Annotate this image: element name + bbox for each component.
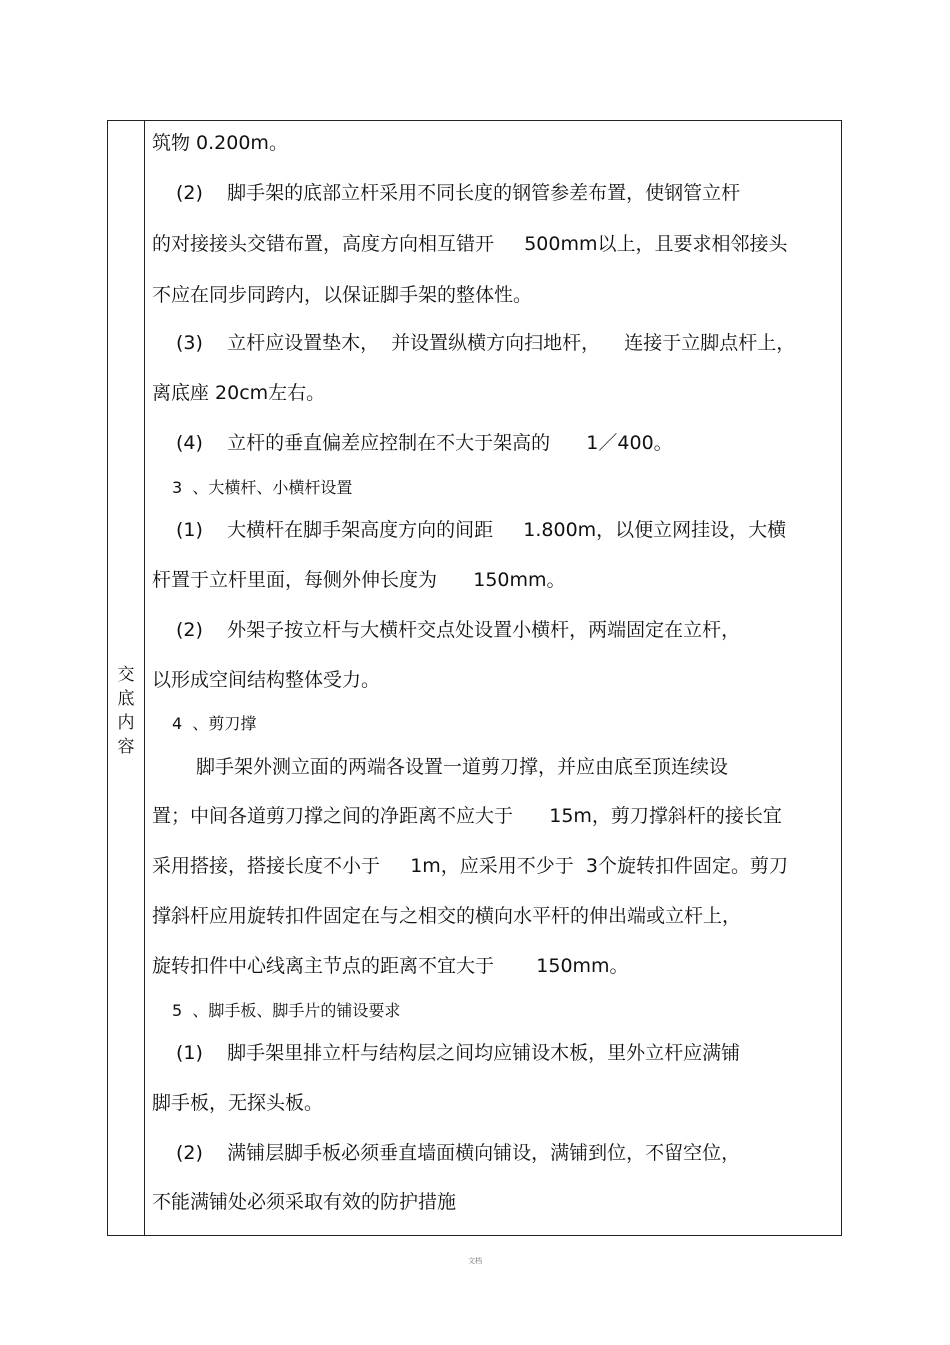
body-text-line: (4) 立杆的垂直偏差应控制在不大于架高的 1／400。: [176, 432, 673, 454]
body-text-line: 筑物 0.200m。: [152, 132, 288, 154]
column-divider: [144, 120, 145, 1236]
section-heading: 5 、脚手板、脚手片的铺设要求: [172, 1001, 401, 1020]
body-text-line: (1) 大横杆在脚手架高度方向的间距 1.800m，以便立网挂设，大横: [176, 519, 787, 541]
body-text-line: 离底座 20cm左右。: [152, 382, 326, 404]
body-text-line: 杆置于立杆里面，每侧外伸长度为 150mm。: [152, 569, 566, 591]
side-label-char: 容: [117, 737, 135, 757]
side-label-disclosure-content: [108, 663, 144, 759]
side-label-char: 底: [117, 689, 135, 709]
side-label-char: 交: [117, 665, 135, 685]
side-label-char: 内: [117, 713, 135, 733]
body-text-line: 不能满铺处必须采取有效的防护措施: [152, 1191, 457, 1213]
body-text-line: 旋转扣件中心线离主节点的距离不宜大于 150mm。: [152, 955, 629, 977]
body-text-line: 脚手板，无探头板。: [152, 1092, 324, 1114]
body-text-line: 置；中间各道剪刀撑之间的净距离不应大于 15m，剪刀撑斜杆的接长宜: [152, 805, 782, 827]
body-text-line: 以形成空间结构整体受力。: [152, 669, 381, 691]
body-text-line: (2) 脚手架的底部立杆采用不同长度的钢管参差布置，使钢管立杆: [176, 182, 741, 204]
body-text-line: (2) 外架子按立杆与大横杆交点处设置小横杆，两端固定在立杆，: [176, 619, 741, 641]
body-text-line: 脚手架外测立面的两端各设置一道剪刀撑，并应由底至顶连续设: [196, 756, 729, 778]
body-text-line: (3) 立杆应设置垫木， 并设置纵横方向扫地杆， 连接于立脚点杆上，: [176, 332, 796, 354]
body-text-line: 不应在同步同跨内，以保证脚手架的整体性。: [152, 284, 533, 306]
page-footer: 文档: [468, 1257, 482, 1265]
section-heading: 3 、大横杆、小横杆设置: [172, 478, 353, 497]
body-text-line: 采用搭接，搭接长度不小于 1m，应采用不少于 3个旋转扣件固定。剪刀: [152, 855, 788, 877]
section-heading: 4 、剪刀撑: [172, 714, 257, 733]
body-text-line: 的对接接头交错布置，高度方向相互错开 500mm以上，且要求相邻接头: [152, 233, 788, 255]
body-text-line: 撑斜杆应用旋转扣件固定在与之相交的横向水平杆的伸出端或立杆上，: [152, 905, 742, 927]
body-text-line: (2) 满铺层脚手板必须垂直墙面横向铺设，满铺到位，不留空位，: [176, 1142, 741, 1164]
body-text-line: (1) 脚手架里排立杆与结构层之间均应铺设木板，里外立杆应满铺: [176, 1042, 741, 1064]
